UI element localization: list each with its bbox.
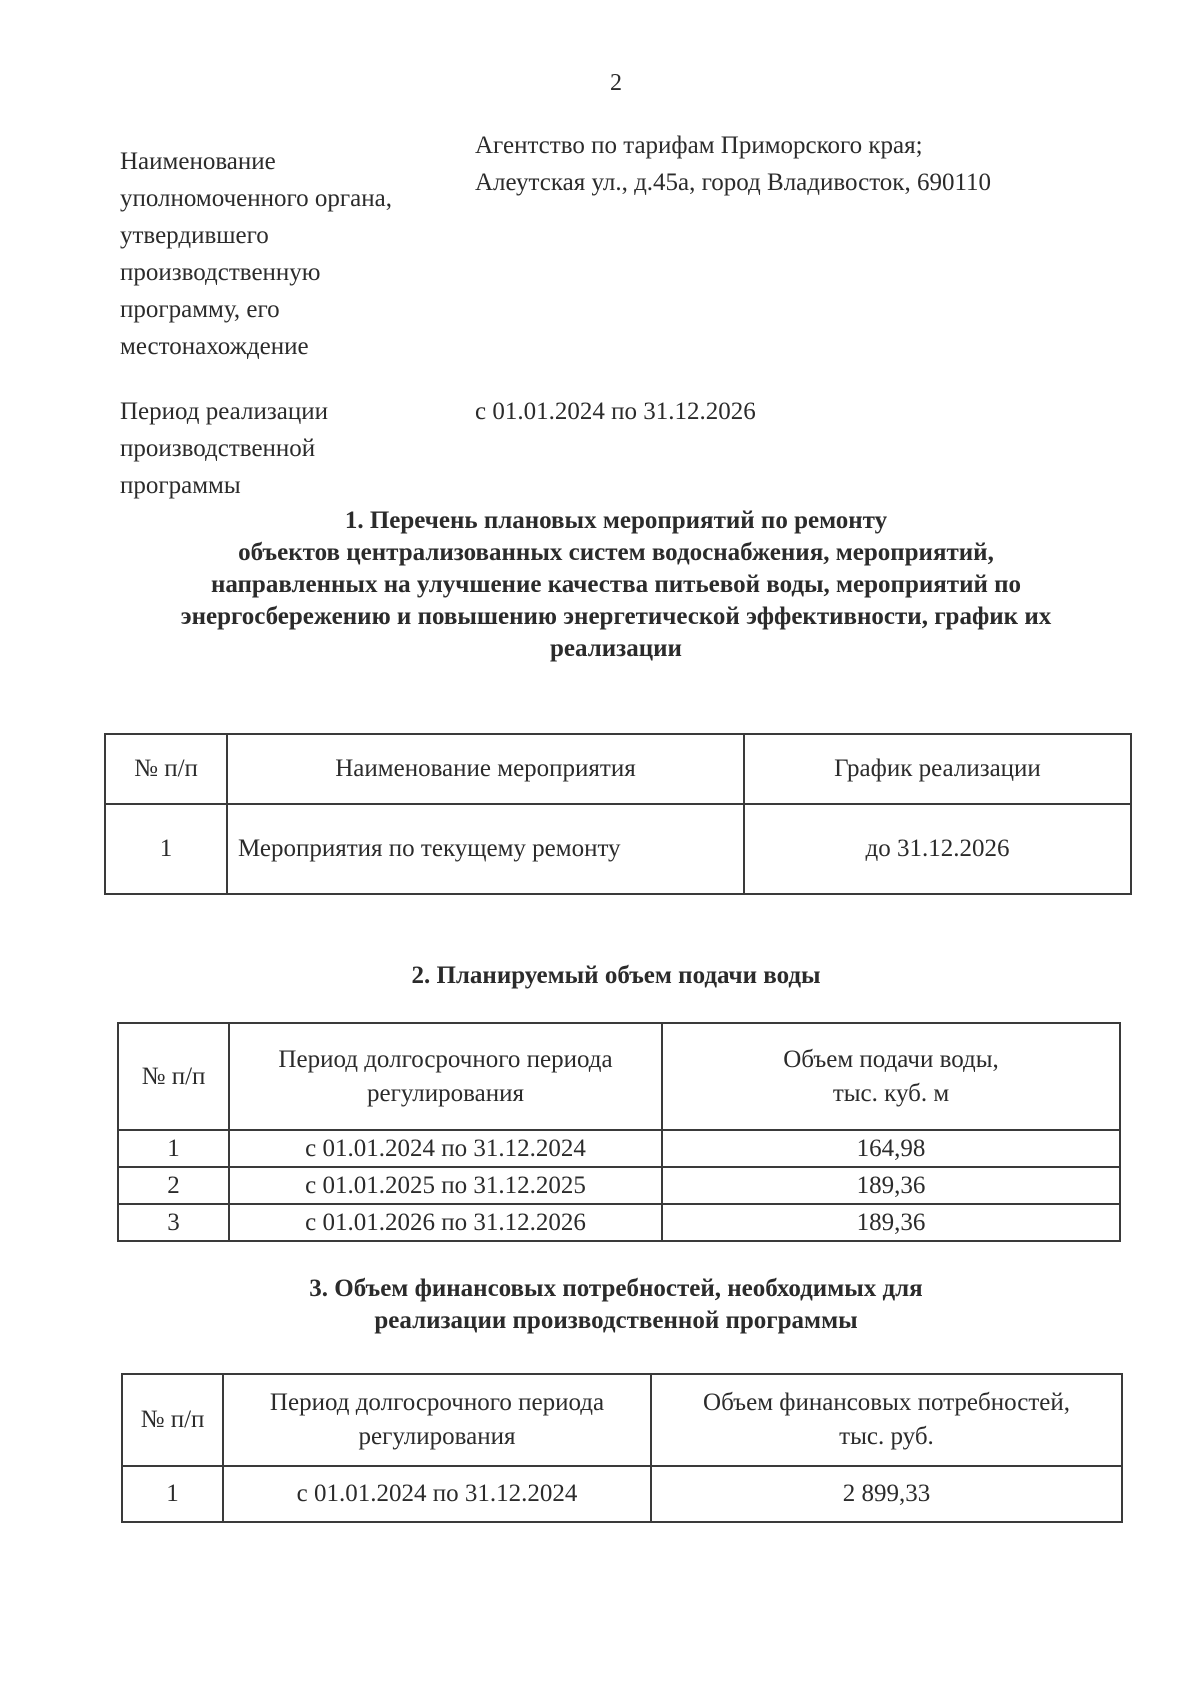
authority-label-line: производственную <box>120 259 321 286</box>
section1-title-line: энергосбережению и повышению энергетической эффективности, график их <box>180 603 1052 630</box>
header-line: регулирования <box>367 1079 524 1107</box>
header-cell: № п/п <box>105 734 227 804</box>
cell-amount: 2 899,33 <box>651 1466 1122 1522</box>
period-label <box>120 393 440 504</box>
cell-num: 1 <box>122 1466 223 1522</box>
section1-title-line: объектов централизованных систем водоснабжения, мероприятий, <box>238 539 994 566</box>
cell-period: с 01.01.2026 по 31.12.2026 <box>229 1204 662 1241</box>
period-label-line: производственной <box>120 435 316 462</box>
header-line: Объем финансовых потребностей, <box>703 1389 1070 1416</box>
table-header-row <box>122 1374 1122 1466</box>
table-row <box>118 1130 1120 1167</box>
header-cell <box>223 1374 651 1466</box>
finance-table <box>121 1373 1123 1523</box>
header-line: Период долгосрочного периода <box>269 1389 605 1416</box>
header-cell: № п/п <box>122 1374 223 1466</box>
header-line: тыс. куб. м <box>832 1079 950 1107</box>
section1-title <box>110 505 1122 665</box>
period-value: с 01.01.2024 по 31.12.2026 <box>475 398 756 425</box>
table-row <box>122 1466 1122 1522</box>
authority-value <box>475 127 1115 201</box>
header-line: регулирования <box>358 1423 516 1450</box>
header-cell: График реализации <box>744 734 1131 804</box>
section3-title-line: 3. Объем финансовых потребностей, необходимых для <box>309 1275 923 1302</box>
header-cell <box>662 1023 1120 1130</box>
section1-title-line: реализации <box>550 635 682 662</box>
table-row <box>118 1204 1120 1241</box>
cell-period: с 01.01.2024 по 31.12.2024 <box>229 1130 662 1167</box>
cell-num: 2 <box>118 1167 229 1204</box>
cell-volume: 189,36 <box>662 1204 1120 1241</box>
authority-label-line: программу, его <box>120 296 280 323</box>
authority-label-line: местонахождение <box>120 333 309 360</box>
table-row <box>105 804 1131 894</box>
header-cell: Наименование мероприятия <box>227 734 744 804</box>
cell-activity: Мероприятия по текущему ремонту <box>227 804 744 894</box>
cell-schedule: до 31.12.2026 <box>744 804 1131 894</box>
authority-label-line: уполномоченного органа, <box>120 185 392 212</box>
cell-num: 3 <box>118 1204 229 1241</box>
header-cell: № п/п <box>118 1023 229 1130</box>
cell-num: 1 <box>118 1130 229 1167</box>
section2-title: 2. Планируемый объем подачи воды <box>411 962 821 989</box>
section1-title-line: 1. Перечень плановых мероприятий по ремонту <box>344 507 888 534</box>
header-cell <box>651 1374 1122 1466</box>
authority-label-line: утвердившего <box>120 222 269 249</box>
authority-value-line: Агентство по тарифам Приморского края; <box>475 132 923 159</box>
cell-volume: 189,36 <box>662 1167 1120 1204</box>
table-header-row <box>118 1023 1120 1130</box>
cell-volume: 164,98 <box>662 1130 1120 1167</box>
header-line: Объем подачи воды, <box>783 1045 999 1073</box>
header-cell <box>229 1023 662 1130</box>
cell-period: с 01.01.2024 по 31.12.2024 <box>223 1466 651 1522</box>
period-label-line: программы <box>120 472 241 499</box>
authority-label <box>120 143 440 365</box>
cell-num: 1 <box>105 804 227 894</box>
section3-title <box>110 1273 1122 1337</box>
section1-title-line: направленных на улучшение качества питьевой воды, мероприятий по <box>210 571 1022 598</box>
header-line: Период долгосрочного периода <box>278 1045 613 1073</box>
page-number: 2 <box>610 70 622 96</box>
table-row <box>118 1167 1120 1204</box>
authority-label-line: Наименование <box>120 148 276 175</box>
cell-period: с 01.01.2025 по 31.12.2025 <box>229 1167 662 1204</box>
section3-title-line: реализации производственной программы <box>374 1307 858 1334</box>
period-label-line: Период реализации <box>120 398 328 425</box>
table-header-row <box>105 734 1131 804</box>
activities-table <box>104 733 1132 895</box>
header-line: тыс. руб. <box>839 1423 934 1450</box>
water-volume-table <box>117 1022 1121 1242</box>
authority-value-line: Алеутская ул., д.45а, город Владивосток, 690110 <box>475 169 992 196</box>
